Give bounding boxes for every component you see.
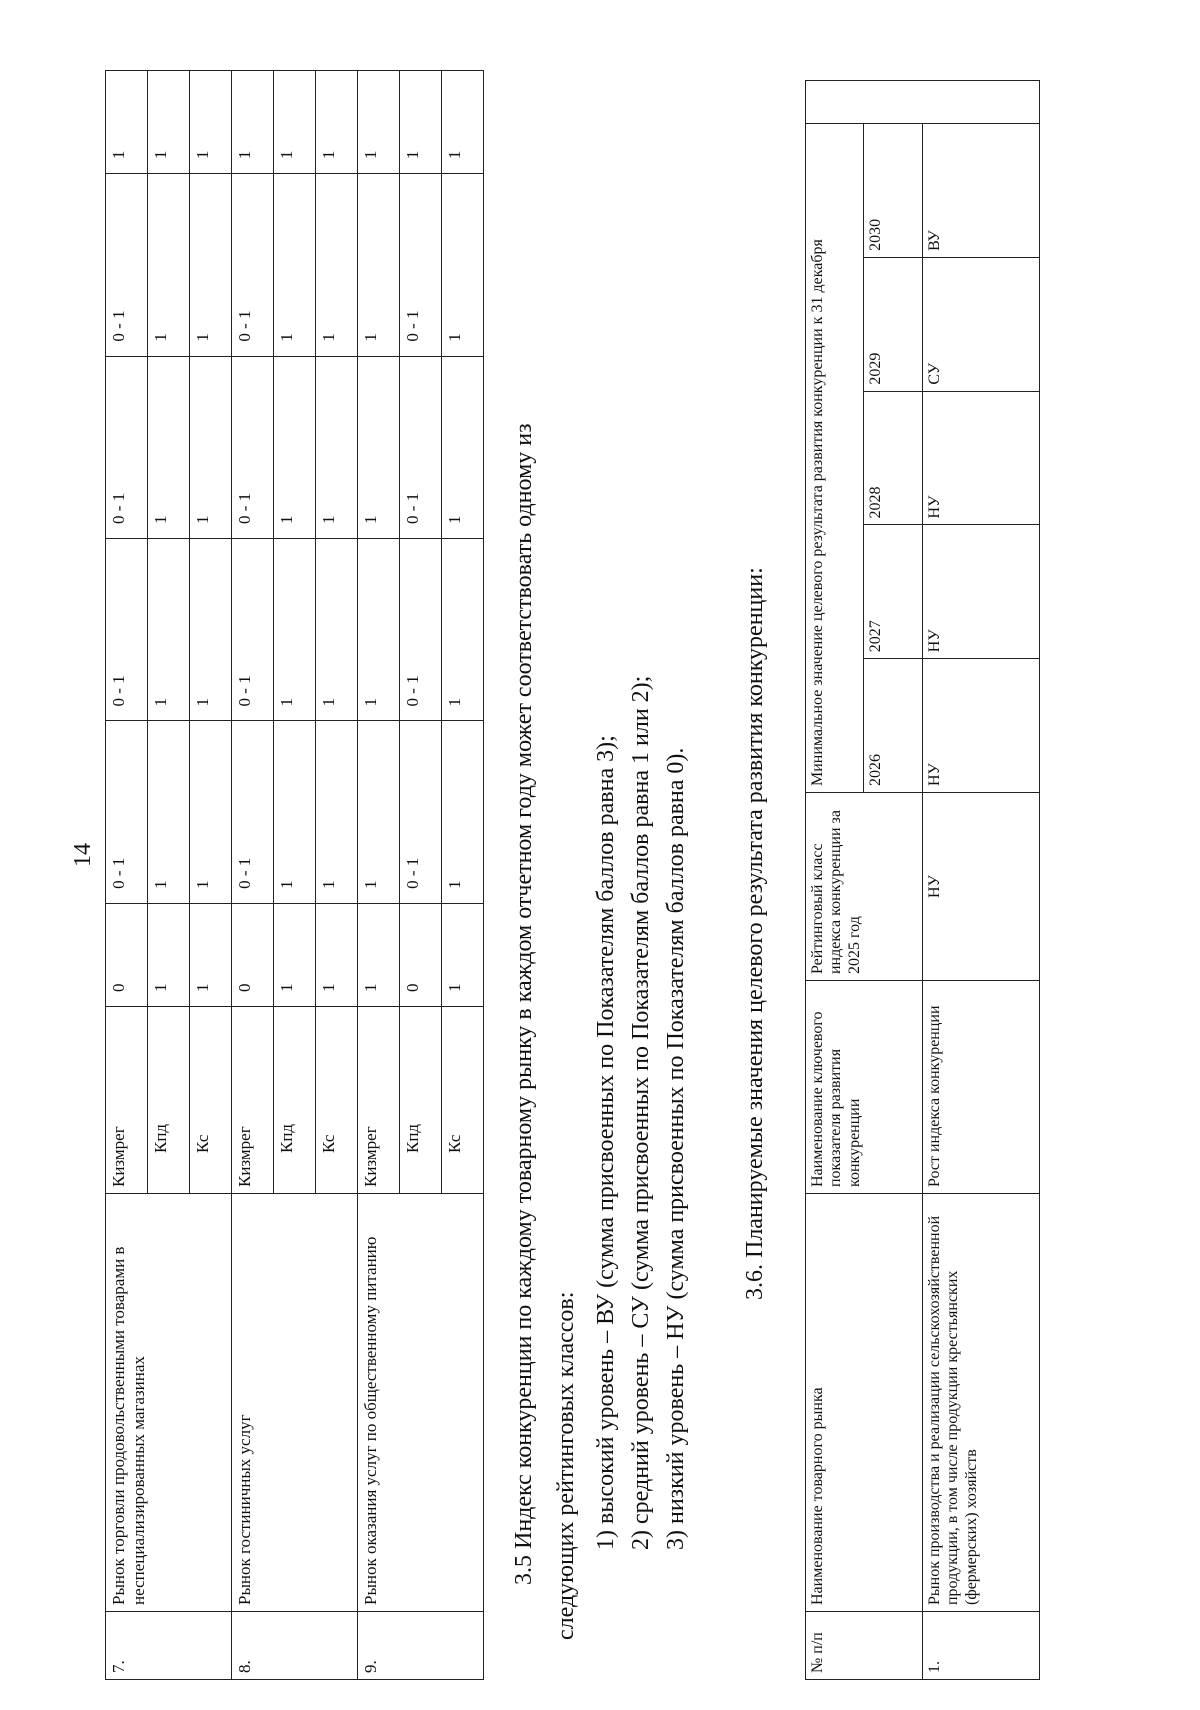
row-number: 1. xyxy=(922,1612,1039,1680)
value-cell: 0 xyxy=(106,903,148,1006)
market-name: Рынок гостиничных услуг xyxy=(232,1194,358,1612)
table-row xyxy=(922,81,1039,1680)
table-row xyxy=(232,71,274,1680)
table-header-row xyxy=(806,81,864,1680)
header-year: 2028 xyxy=(864,391,923,525)
value-cell: 1 xyxy=(274,174,316,356)
rating-value: НУ xyxy=(922,793,1039,981)
year-value: НУ xyxy=(922,391,1039,525)
level-medium: 2) средний уровень – СУ (сумма присвоенных по Показателям баллов равна 1 или 2); xyxy=(628,675,654,1550)
indicator-name: Кпд xyxy=(148,1007,190,1194)
value-cell: 1 xyxy=(148,903,190,1006)
row-number: 7. xyxy=(106,1612,232,1680)
value-cell: 1 xyxy=(442,71,484,174)
value-cell: 0 - 1 xyxy=(400,174,442,356)
empty-cell xyxy=(922,81,1039,124)
market-name: Рынок производства и реализации сельскохозяйственной продукции, в том числе продукции крестьянских (фермерских) хозяйств xyxy=(922,1194,1039,1612)
header-year: 2029 xyxy=(864,257,923,391)
value-cell: 1 xyxy=(358,903,400,1006)
value-cell: 0 - 1 xyxy=(400,539,442,721)
value-cell: 1 xyxy=(274,539,316,721)
indicator-name: Рост индекса конкуренции xyxy=(922,981,1039,1194)
value-cell: 1 xyxy=(274,71,316,174)
year-value: СУ xyxy=(922,257,1039,391)
header-year: 2027 xyxy=(864,525,923,659)
value-cell: 1 xyxy=(442,174,484,356)
value-cell: 1 xyxy=(274,903,316,1006)
value-cell: 1 xyxy=(106,71,148,174)
section-3-5-text: 3.5 Индекс конкуренции по каждому товарному рынку в каждом отчетном году может соответствовать одному из xyxy=(511,423,537,1585)
value-cell: 0 xyxy=(232,903,274,1006)
value-cell: 1 xyxy=(358,71,400,174)
section-3-5-text-cont: следующих рейтинговых классов: xyxy=(553,1291,579,1640)
market-name: Рынок торговли продовольственными товарами в неспециализированных магазинах xyxy=(106,1194,232,1612)
value-cell: 1 xyxy=(190,71,232,174)
indicator-name: Кс xyxy=(442,1007,484,1194)
value-cell: 0 xyxy=(400,903,442,1006)
year-value: НУ xyxy=(922,659,1039,793)
indicators-table xyxy=(105,70,484,1680)
table-row xyxy=(106,71,148,1680)
header-rating: Рейтинговый класс индекса конкуренции за 2025 год xyxy=(806,793,923,981)
indicator-name: Кс xyxy=(316,1007,358,1194)
header-num: № п/п xyxy=(806,1612,923,1680)
value-cell: 1 xyxy=(316,539,358,721)
header-year: 2030 xyxy=(864,124,923,258)
value-cell: 1 xyxy=(316,721,358,903)
value-cell: 1 xyxy=(400,71,442,174)
value-cell: 0 - 1 xyxy=(232,721,274,903)
year-value: ВУ xyxy=(922,124,1039,258)
value-cell: 1 xyxy=(442,539,484,721)
indicator-name: Кпд xyxy=(274,1007,316,1194)
value-cell: 1 xyxy=(442,721,484,903)
value-cell: 1 xyxy=(274,721,316,903)
header-market: Наименование товарного рынка xyxy=(806,1194,923,1612)
empty-cell xyxy=(806,81,923,124)
value-cell: 1 xyxy=(316,356,358,538)
value-cell: 0 - 1 xyxy=(232,174,274,356)
value-cell: 1 xyxy=(274,356,316,538)
value-cell: 0 - 1 xyxy=(400,721,442,903)
header-year: 2026 xyxy=(864,659,923,793)
value-cell: 1 xyxy=(316,903,358,1006)
value-cell: 1 xyxy=(442,903,484,1006)
header-min-value: Минимальное значение целевого результата развития конкуренции к 31 декабря xyxy=(806,124,864,793)
value-cell: 0 - 1 xyxy=(232,356,274,538)
value-cell: 1 xyxy=(316,71,358,174)
value-cell: 1 xyxy=(190,721,232,903)
value-cell: 1 xyxy=(358,721,400,903)
value-cell: 0 - 1 xyxy=(106,721,148,903)
value-cell: 1 xyxy=(190,174,232,356)
indicator-name: Кпд xyxy=(400,1007,442,1194)
value-cell: 1 xyxy=(190,356,232,538)
value-cell: 0 - 1 xyxy=(106,174,148,356)
value-cell: 1 xyxy=(148,539,190,721)
value-cell: 1 xyxy=(148,721,190,903)
page-number: 14 xyxy=(70,843,96,867)
value-cell: 1 xyxy=(232,71,274,174)
value-cell: 1 xyxy=(148,174,190,356)
year-value: НУ xyxy=(922,525,1039,659)
value-cell: 1 xyxy=(148,71,190,174)
value-cell: 1 xyxy=(358,539,400,721)
value-cell: 0 - 1 xyxy=(400,356,442,538)
value-cell: 0 - 1 xyxy=(106,356,148,538)
value-cell: 1 xyxy=(148,356,190,538)
indicator-name: Кизмрег xyxy=(358,1007,400,1194)
market-name: Рынок оказания услуг по общественному питанию xyxy=(358,1194,484,1612)
row-number: 8. xyxy=(232,1612,358,1680)
value-cell: 0 - 1 xyxy=(232,539,274,721)
level-high: 1) высокий уровень – ВУ (сумма присвоенных по Показателям баллов равна 3); xyxy=(593,735,619,1550)
section-3-6-heading: 3.6. Планируемые значения целевого результата развития конкуренции: xyxy=(742,567,768,1300)
indicator-name: Кс xyxy=(190,1007,232,1194)
indicator-name: Кизмрег xyxy=(232,1007,274,1194)
indicator-name: Кизмрег xyxy=(106,1007,148,1194)
target-values-table xyxy=(805,80,1040,1680)
value-cell: 1 xyxy=(442,356,484,538)
value-cell: 0 - 1 xyxy=(106,539,148,721)
value-cell: 1 xyxy=(190,539,232,721)
header-indicator: Наименование ключевого показателя развития конкуренции xyxy=(806,981,923,1194)
value-cell: 1 xyxy=(358,356,400,538)
value-cell: 1 xyxy=(190,903,232,1006)
value-cell: 1 xyxy=(358,174,400,356)
row-number: 9. xyxy=(358,1612,484,1680)
value-cell: 1 xyxy=(316,174,358,356)
table-row xyxy=(358,71,400,1680)
level-low: 3) низкий уровень – НУ (сумма присвоенных по Показателям баллов равна 0). xyxy=(663,747,689,1550)
